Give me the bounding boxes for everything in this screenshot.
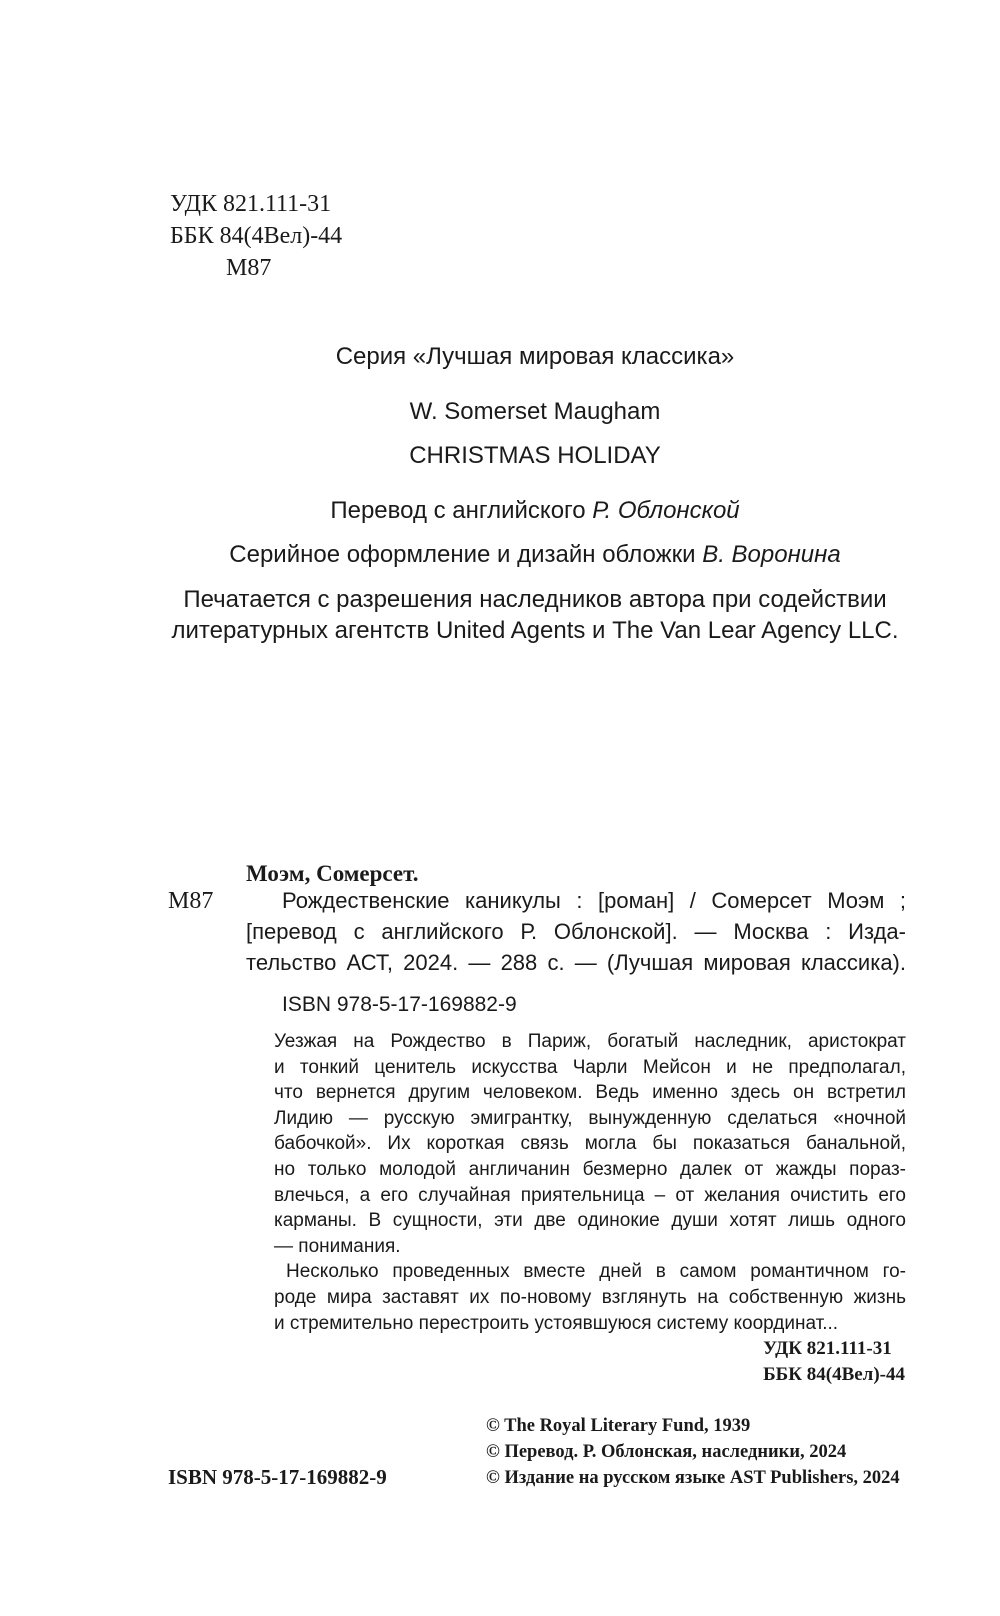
copyright-line: © Перевод. Р. Облонская, наследники, 2024 [486, 1442, 847, 1462]
copyright-line: © Издание на русском языке AST Publishers, 2024 [486, 1468, 900, 1488]
translation-prefix: Перевод с английского [330, 497, 593, 524]
designer-name: В. Воронина [702, 541, 841, 568]
biblio-line: Рождественские каникулы : [роман] / Сомерсет Моэм ; [282, 888, 906, 913]
bbk-code: ББК 84(4Вел)-44 [170, 223, 343, 249]
original-title: CHRISTMAS HOLIDAY [409, 442, 661, 469]
permission-line: Печатается с разрешения наследников автора при содействии [183, 586, 887, 613]
author-mark: М87 [226, 255, 272, 281]
card-isbn: ISBN 978-5-17-169882-9 [282, 993, 517, 1016]
annotation-line: Несколько проведенных вместе дней в самом романтичном го- [286, 1261, 906, 1283]
card-classification-codes [763, 1336, 905, 1388]
design-prefix: Серийное оформление и дизайн обложки [229, 541, 703, 568]
annotation-line: но только молодой англичанин безмерно далек от жажды пораз- [274, 1158, 906, 1180]
annotation-line: что вернется другим человеком. Ведь именно здесь он встретил [274, 1082, 906, 1104]
annotation-line: и стремительно перестроить устоявшуюся систему координат... [274, 1312, 839, 1334]
card-author-mark: М87 [168, 888, 214, 914]
permission-notice [170, 584, 900, 646]
card-author-heading: Моэм, Сомерсет. [246, 861, 419, 886]
series-line: Серия «Лучшая мировая классика» [335, 343, 735, 370]
annotation-line: Уезжая на Рождество в Париж, богатый наследник, аристократ [274, 1031, 906, 1052]
biblio-line: тельство АСТ, 2024. — 288 с. — (Лучшая мировая классика). [246, 950, 906, 975]
bibliographic-description [246, 885, 906, 978]
biblio-line: [перевод с английского Р. Облонской]. — Москва : Изда- [246, 919, 906, 944]
annotation-line: бабочкой». Их короткая связь могла бы показаться банальной, [274, 1133, 906, 1155]
udk-code: УДК 821.111-31 [170, 191, 332, 217]
card-udk: УДК 821.111-31 [763, 1338, 892, 1359]
annotation-line: карманы. В сущности, эти две одинокие души хотят лишь одного [274, 1210, 906, 1232]
translation-credit [170, 497, 900, 525]
copyright-line: © The Royal Literary Fund, 1939 [486, 1416, 751, 1436]
original-author: W. Somerset Maugham [409, 398, 661, 425]
annotation-line: влечься, а его случайная приятельница – от желания очистить его [274, 1184, 906, 1206]
annotation-line: Лидию — русскую эмигрантку, вынужденную сделаться «ночной [274, 1107, 906, 1129]
annotation-line: и тонкий ценитель искусства Чарли Мейсон и не предполагал, [274, 1056, 906, 1078]
annotation-line: — понимания. [274, 1235, 401, 1257]
copyright-block [486, 1413, 900, 1491]
annotation [274, 1029, 906, 1336]
permission-line: литературных агентств United Agents и The Van Lear Agency LLC. [171, 617, 899, 644]
design-credit [170, 541, 900, 569]
annotation-line: роде мира заставят их по-новому взглянуть на собственную жизнь [274, 1286, 906, 1308]
card-bbk: ББК 84(4Вел)-44 [763, 1364, 905, 1385]
translator-name: Р. Облонской [592, 497, 740, 524]
footer-isbn: ISBN 978-5-17-169882-9 [168, 1465, 387, 1489]
